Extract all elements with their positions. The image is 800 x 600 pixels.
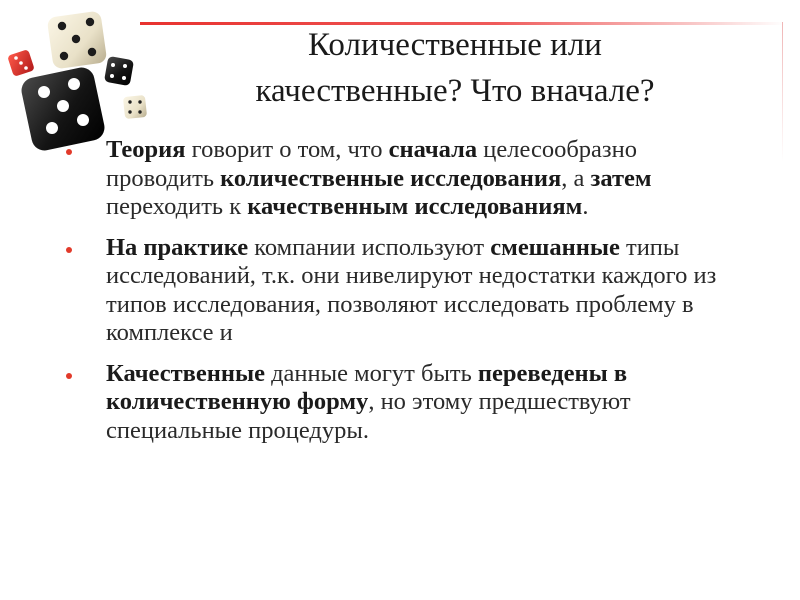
bullet-dot-icon [66,149,72,155]
bold-run: На практике [106,233,249,261]
text-run: , но этому предшествуют специальные процедуры. [106,388,631,444]
text-run: целесообразно проводить [106,136,637,192]
bullet-item-qualitative [66,360,736,446]
bold-run: количественные исследования [220,164,562,192]
bullet-item-theory [66,136,736,222]
bullet-text [106,234,716,347]
bold-run: Качественные [106,359,265,387]
slide-title [150,22,760,114]
text-run: типы исследований, т.к. они нивелируют недостатки каждого из типов исследования, позволяют исследовать проблему в комплексе и [106,233,717,346]
bullet-list [66,136,736,457]
text-run: . [582,193,589,220]
bullet-dot-icon [66,373,72,379]
slide-title-line-2: качественные? Что вначале? [255,73,655,109]
text-run: , а [561,164,591,192]
bullet-text [106,136,652,220]
small-white-die-icon [123,95,147,119]
bullet-item-practice [66,234,736,348]
text-run: переходить к [106,193,248,220]
bullet-dot-icon [66,247,72,253]
bold-run: переведены в количественную форму [106,359,628,415]
text-run: компании используют [248,233,491,261]
bold-run: качественным исследованиям [247,193,583,220]
bold-run: Теория [106,136,186,163]
small-black-die-icon [104,56,134,86]
bold-run: смешанные [490,233,620,261]
red-die-icon [7,49,35,77]
bullet-text [106,360,631,444]
slide-title-line-1: Количественные или [308,27,602,63]
text-run: данные могут быть [264,359,478,387]
side-accent-line [782,22,783,162]
ivory-die-icon [47,10,108,69]
bold-run: затем [590,164,652,192]
text-run: говорит о том, что [185,136,389,163]
bold-run: сначала [388,136,478,163]
